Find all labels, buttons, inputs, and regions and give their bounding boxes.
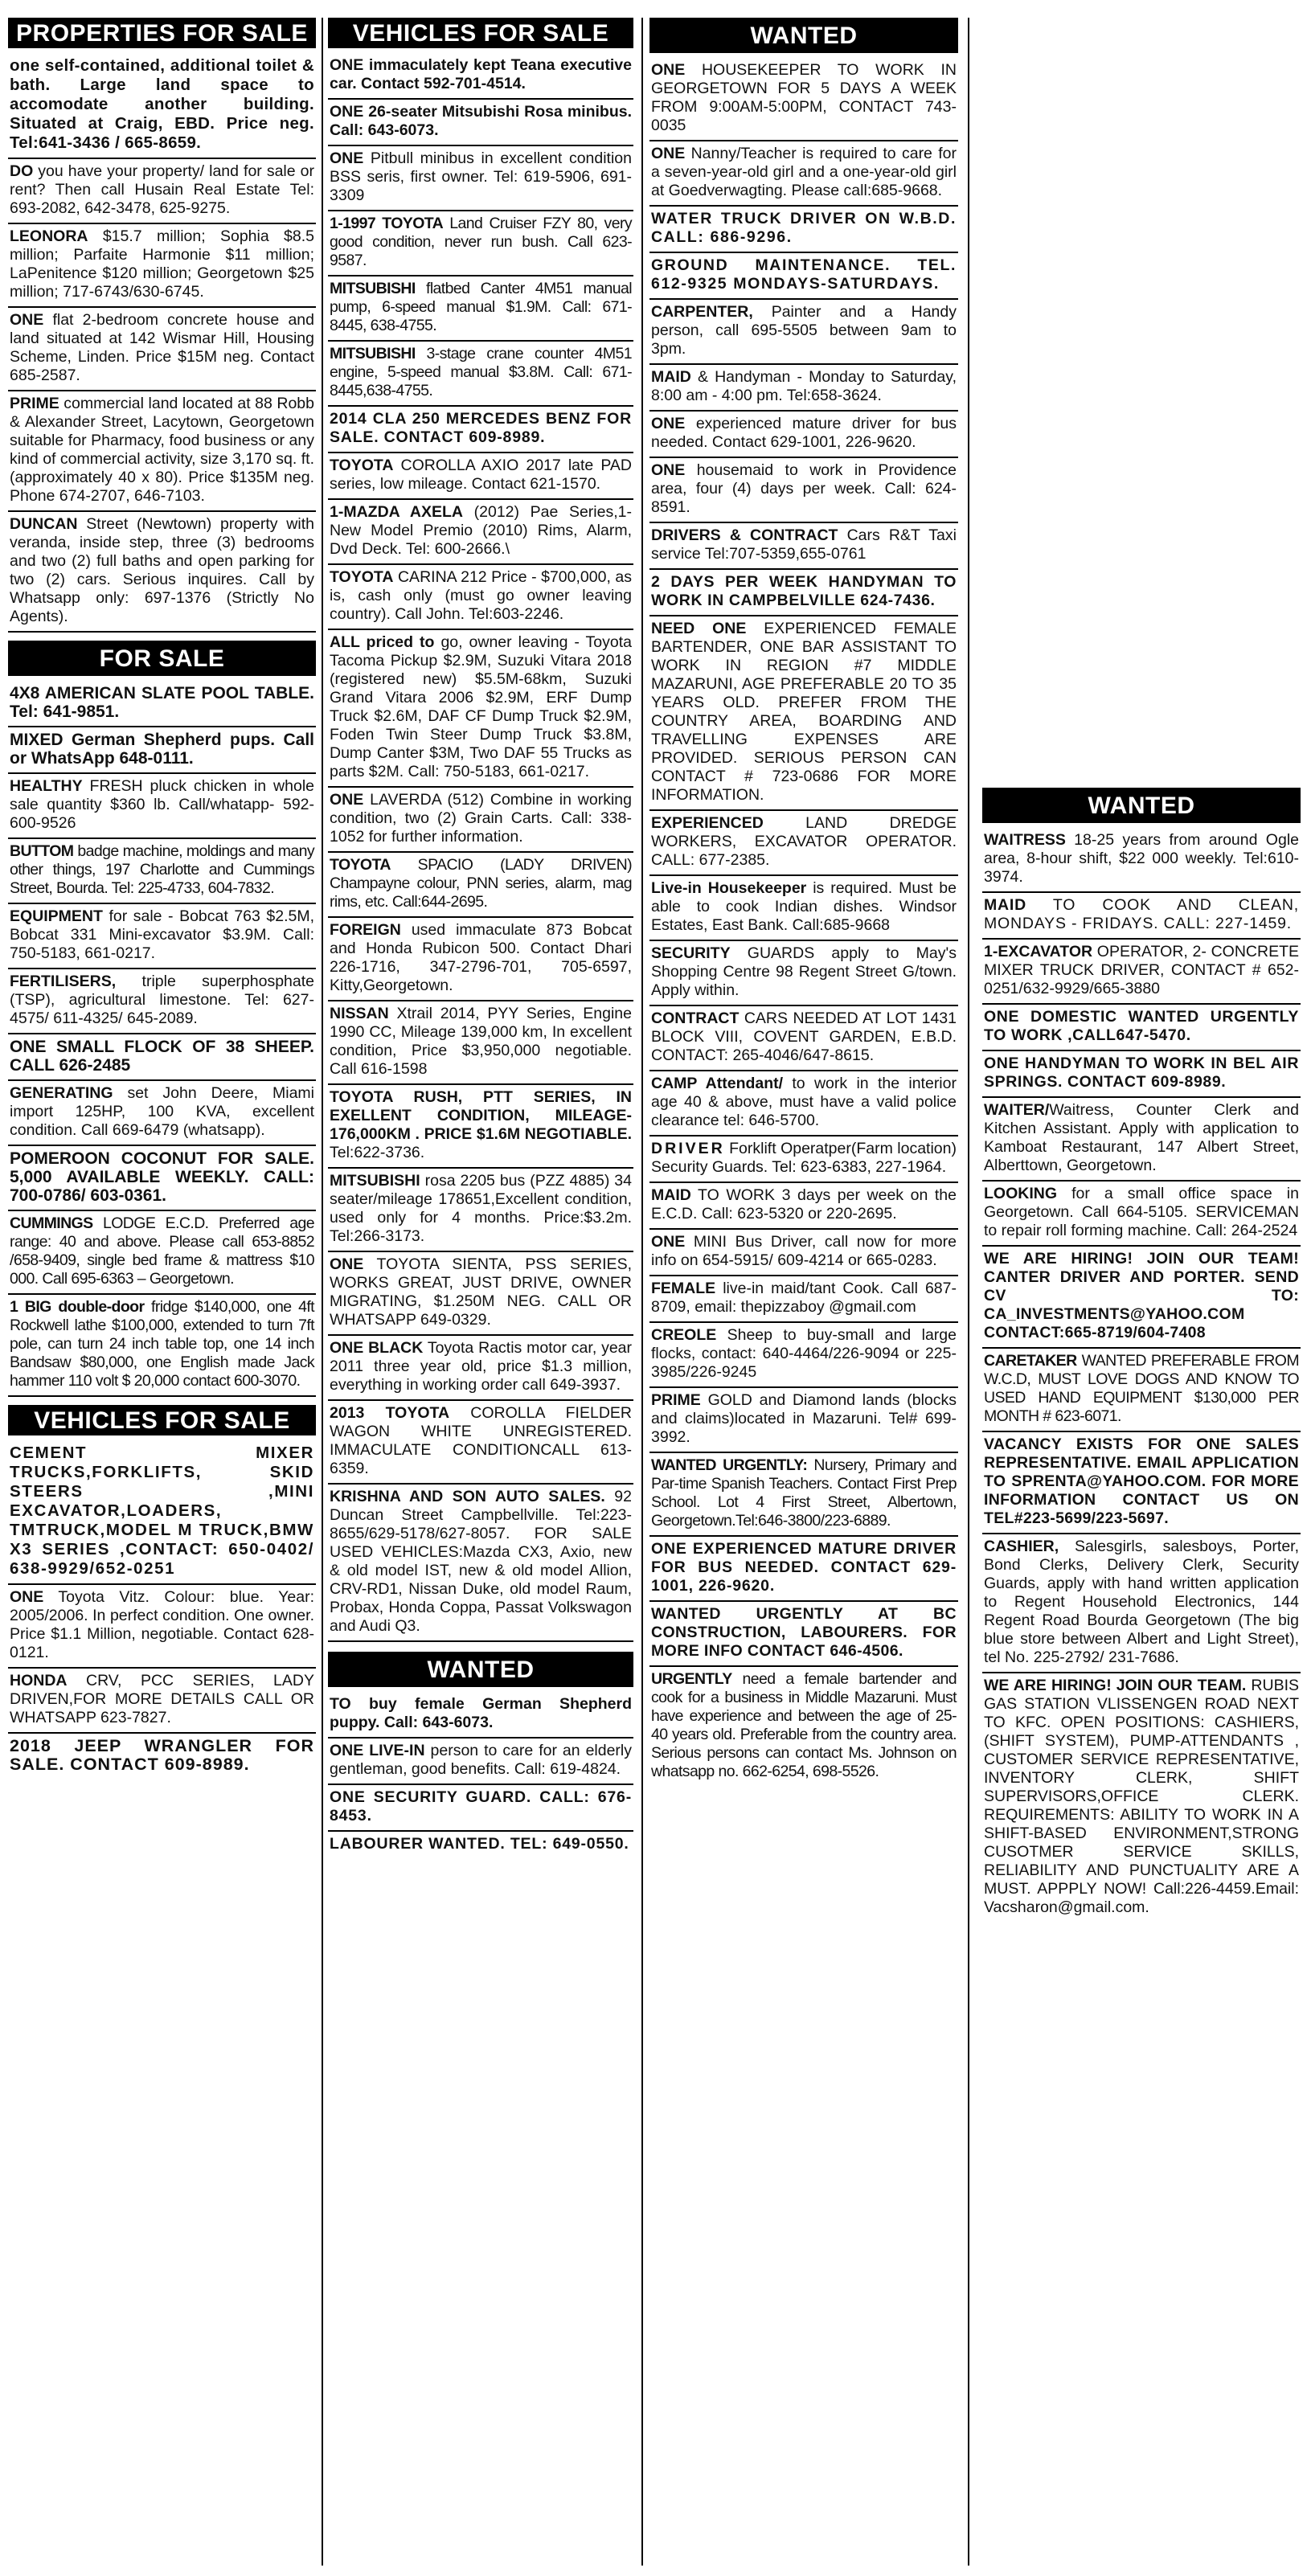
classified-ad: ONE LIVE-IN person to care for an elderly gentleman, good benefits. Call: 619-4824.	[328, 1738, 633, 1785]
classified-ad: MITSUBISHI rosa 2205 bus (PZZ 4885) 34 seater/mileage 178651,Excellent condition, used only for 4 months. Price:$3.2m. Tel:266-3173.	[328, 1169, 633, 1252]
column-rule	[968, 18, 969, 2566]
classified-ad: ONE SMALL FLOCK OF 38 SHEEP. CALL 626-2485	[8, 1034, 316, 1081]
classified-ad: SECURITY GUARDS apply to May's Shopping Centre 98 Regent Street G/town. Apply within.	[649, 941, 958, 1006]
wanted-list	[328, 1692, 633, 1858]
section-header-wanted: WANTED	[982, 788, 1301, 823]
vehicles-list	[8, 1440, 316, 1779]
classified-ad: WATER TRUCK DRIVER ON W.B.D. CALL: 686-9296.	[649, 207, 958, 253]
classified-ad: CUMMINGS LODGE E.C.D. Preferred age range: 40 and above. Please call 653-8852 /658-9409, single bed frame & mattress $10 000. Call 695-6363 – Georgetown.	[8, 1211, 316, 1295]
classified-ad: MIXED German Shepherd pups. Call or WhatsApp 648-0111.	[8, 727, 316, 774]
classified-ad: FERTILISERS, triple superphosphate (TSP), agricultural limestone. Tel: 627-4575/ 611-4325/ 645-2089.	[8, 969, 316, 1034]
section-header-vehicles: VEHICLES FOR SALE	[8, 1405, 316, 1435]
classified-ad: ALL priced to go, owner leaving - Toyota Tacoma Pickup $2.9M, Suzuki Vitara 2018 (registered new) $5.5M-68km, Suzuki Grand Vitara 2006 $2.9M, ERF Dump Truck $2.6M, DAF CF Dump Truck $2.9M, Foden Twin Steer Dump Truck $3.8M, Dump Canter $3M, Two DAF 55 Trucks as parts $2M. Call: 750-5183, 661-0217.	[328, 630, 633, 788]
for-sale-list	[8, 681, 316, 1397]
classified-ad: MAID TO COOK AND CLEAN, MONDAYS - FRIDAYS. CALL: 227-1459.	[982, 893, 1301, 940]
classified-ad: DUNCAN Street (Newtown) property with veranda, inside step, three (3) bedrooms and two (2) full baths and open parking for two (2) cars. Serious inquires. Call by Whatsapp only: 697-1376 (Strictly No Agents).	[8, 512, 316, 633]
classified-ad: ONE Toyota Vitz. Colour: blue. Year: 2005/2006. In perfect condition. One owner. Price $1.1 Million, negotiable. Contact 628-0121.	[8, 1585, 316, 1669]
classified-ad: 2 DAYS PER WEEK HANDYMAN TO WORK IN CAMPBELVILLE 624-7436.	[649, 570, 958, 616]
classified-ad: CEMENT MIXER TRUCKS,FORKLIFTS, SKID STEERS ,MINI EXCAVATOR,LOADERS, TMTRUCK,MODEL M TRUCK,BMW X3 SERIES ,CONTACT: 650-0402/ 638-9929/652-0251	[8, 1440, 316, 1585]
classified-ad: ONE HANDYMAN TO WORK IN BEL AIR SPRINGS. CONTACT 609-8989.	[982, 1051, 1301, 1098]
wanted-list	[982, 828, 1301, 1922]
classified-ad: KRISHNA AND SON AUTO SALES. 92 Duncan Street Campbellville. Tel:223-8655/629-5178/627-8057. FOR SALE USED VEHICLES:Mazda CX3, Axio, new & old model IST, new & old model Allion, CRV-RD1, Nissan Duke, old model Raum, Probax, Honda Coppa, Passat Volkswagon and Audi Q3.	[328, 1485, 633, 1642]
classified-ad: TO buy female German Shepherd puppy. Call: 643-6073.	[328, 1692, 633, 1738]
classified-ad: TOYOTA CARINA 212 Price - $700,000, as is, cash only (must go owner leaving country). Call John. Tel:603-2246.	[328, 565, 633, 630]
classified-ad: GROUND MAINTENANCE. TEL. 612-9325 MONDAYS-SATURDAYS.	[649, 253, 958, 300]
classified-ad: DO you have your property/ land for sale or rent? Then call Husain Real Estate Tel: 693-2082, 642-3478, 625-9275.	[8, 159, 316, 224]
classified-ad: ONE EXPERIENCED MATURE DRIVER FOR BUS NEEDED. CONTACT 629-1001, 226-9620.	[649, 1537, 958, 1602]
column-4	[982, 788, 1301, 1922]
classified-ad: 2018 JEEP WRANGLER FOR SALE. CONTACT 609-8989.	[10, 1736, 314, 1774]
classified-ad: EXPERIENCED LAND DREDGE WORKERS, EXCAVATOR OPERATOR. CALL: 677-2385.	[649, 811, 958, 876]
classified-ad: ONE flat 2-bedroom concrete house and land situated at 142 Wismar Hill, Housing Scheme, Linden. Price $15M neg. Contact 685-2587.	[8, 308, 316, 391]
classified-ad: ONE SECURITY GUARD. CALL: 676-8453.	[328, 1785, 633, 1832]
classified-ad: 2014 CLA 250 MERCEDES BENZ FOR SALE. CONTACT 609-8989.	[328, 407, 633, 453]
section-header-wanted: WANTED	[649, 18, 958, 53]
classified-ad: CARETAKER WANTED PREFERABLE FROM W.C.D, MUST LOVE DOGS AND KNOW TO USED HAND EQUIPMENT $130,000 PER MONTH # 623-6071.	[982, 1349, 1301, 1432]
classified-ad: WANTED URGENTLY AT BC CONSTRUCTION, LABOURERS. FOR MORE INFO CONTACT 646-4506.	[649, 1602, 958, 1667]
classified-ad: ONE HOUSEKEEPER TO WORK IN GEORGETOWN FOR 5 DAYS A WEEK FROM 9:00AM-5:00PM, CONTACT 743-0035	[649, 58, 958, 141]
classified-ad: DRIVERS & CONTRACT Cars R&T Taxi service Tel:707-5359,655-0761	[649, 523, 958, 570]
section-header-wanted: WANTED	[328, 1652, 633, 1687]
classified-ad: EQUIPMENT for sale - Bobcat 763 $2.5M, Bobcat 331 Mini-excavator $3.9M. Call: 750-5183, 661-0217.	[8, 904, 316, 969]
classified-ad: GENERATING set John Deere, Miami import 125HP, 100 KVA, excellent condition. Call 669-6479 (whatsapp).	[8, 1081, 316, 1146]
classified-ad: one self-contained, additional toilet & bath. Large land space to accomodate another building. Situated at Craig, EBD. Price neg. Tel:641-3436 / 665-8659.	[8, 53, 316, 159]
classified-ad: MITSUBISHI 3-stage crane counter 4M51 engine, 5-speed manual $3.8M. Call: 671-8445,638-4755.	[328, 342, 633, 407]
wanted-list	[649, 58, 958, 1786]
column-2	[328, 18, 633, 1858]
classified-ad: ONE 26-seater Mitsubishi Rosa minibus. Call: 643-6073.	[328, 100, 633, 146]
classified-ad: DRIVER Forklift Operatper(Farm location) Security Guards. Tel: 623-6383, 227-1964.	[649, 1136, 958, 1183]
classified-ad: TOYOTA SPACIO (LADY DRIVEN) Champayne colour, PNN series, alarm, mag rims, etc. Call:644-2695.	[328, 853, 633, 918]
section-header-for-sale: FOR SALE	[8, 641, 316, 676]
classified-ad: VACANCY EXISTS FOR ONE SALES REPRESENTATIVE. EMAIL APPLICATION TO SPRENTA@YAHOO.COM. FOR MORE INFORMATION CONTACT US ON TEL#223-5699/223-5697.	[982, 1432, 1301, 1534]
classified-ad: ONE BLACK Toyota Ractis motor car, year 2011 three year old, price $1.3 million, everything in working order call 649-3937.	[328, 1336, 633, 1401]
column-rule	[641, 18, 643, 2566]
classified-ad: ONE Pitbull minibus in excellent condition BSS seris, first owner. Tel: 619-5906, 691-3309	[328, 146, 633, 211]
classified-ad: LABOURER WANTED. TEL: 649-0550.	[330, 1835, 629, 1853]
classified-ad: Live-in Housekeeper is required. Must be able to cook Indian dishes. Windsor Estates, East Bank. Call:685-9668	[649, 876, 958, 941]
classified-ad: 1-1997 TOYOTA Land Cruiser FZY 80, very good condition, never run bush. Call 623-9587.	[328, 211, 633, 276]
classified-ad: 1 BIG double-door fridge $140,000, one 4ft Rockwell lathe $100,000, extended to turn 7ft pole, can turn 24 inch table top, one 14 inch Bandsaw $80,000, one English made Jack hammer 110 volt $ 20,000 contact 600-3070.	[8, 1295, 316, 1397]
classified-ad: 1-EXCAVATOR OPERATOR, 2- CONCRETE MIXER TRUCK DRIVER, CONTACT # 652-0251/632-9929/665-3880	[982, 940, 1301, 1005]
classified-ad: 2013 TOYOTA COROLLA FIELDER WAGON WHITE UNREGISTERED. IMMACULATE CONDITIONCALL 613-6359.	[328, 1401, 633, 1485]
classified-ad: FEMALE live-in maid/tant Cook. Call 687-8709, email: thepizzaboy @gmail.com	[649, 1276, 958, 1323]
classified-ad: CARPENTER, Painter and a Handy person, call 695-5505 between 9am to 3pm.	[649, 300, 958, 365]
classified-ad: BUTTOM badge machine, moldings and many other things, 197 Charlotte and Cummings Street, Bourda. Tel: 225-4733, 604-7832.	[8, 839, 316, 904]
classified-ad: ONE LAVERDA (512) Combine in working condition, two (2) Grain Carts. Call: 338-1052 for further information.	[328, 788, 633, 853]
classified-ad: PRIME commercial land located at 88 Robb & Alexander Street, Lacytown, Georgetown suitable for Pharmacy, food business or any kind of commercial activity, size 3,170 sq. ft. (approximately 40 x 80). Price $135M neg. Phone 674-2707, 646-7103.	[8, 391, 316, 512]
classified-ad: URGENTLY need a female bartender and cook for a business in Middle Mazaruni. Must have experience and between the age of 25-40 years old. Preferable from the country area. Serious persons can contact Ms. Johnson on whatsapp no. 662-6254, 698-5526.	[651, 1670, 957, 1780]
section-header-properties: PROPERTIES FOR SALE	[8, 18, 316, 48]
classified-ad: CAMP Attendant/ to work in the interior age 40 & above, must have a valid police clearance tel: 646-5700.	[649, 1071, 958, 1136]
classified-ad: WAITRESS 18-25 years from around Ogle area, 8-hour shift, $22 000 weekly. Tel:610-3974.	[982, 828, 1301, 893]
classified-ad: HONDA CRV, PCC SERIES, LADY DRIVEN,FOR MORE DETAILS CALL OR WHATSAPP 623-7827.	[8, 1669, 316, 1734]
classified-ad: WE ARE HIRING! JOIN OUR TEAM. RUBIS GAS STATION VLISSENGEN ROAD NEXT TO KFC. OPEN POSITIONS: CASHIERS, (SHIFT SYSTEM), PUMP-ATTENDANTS , CUSTOMER SERVICE REPRESENTATIVE, INVENTORY CLERK, SHIFT SUPERVISORS,OFFICE CLERK. REQUIREMENTS: ABILITY TO WORK IN A SHIFT-BASED ENVIRONMENT,STRONG CUSOTMER SERVICE SKILLS, RELIABILITY AND PUNCTUALITY ARE A MUST. APPPLY NOW! Call:226-4459.Email: Vacsharon@gmail.com.	[984, 1677, 1300, 1916]
classified-ad: POMEROON COCONUT FOR SALE. 5,000 AVAILABLE WEEKLY. CALL: 700-0786/ 603-0361.	[8, 1146, 316, 1211]
section-header-vehicles: VEHICLES FOR SALE	[328, 18, 633, 48]
classified-ad: 1-MAZDA AXELA (2012) Pae Series,1- New Model Premio (2010) Rims, Alarm, Dvd Deck. Tel: 600-2666.\	[328, 500, 633, 565]
classified-ad: MITSUBISHI flatbed Canter 4M51 manual pump, 6-speed manual $1.9M. Call: 671-8445, 638-4755.	[328, 276, 633, 342]
classified-ad: TOYOTA COROLLA AXIO 2017 late PAD series, low mileage. Contact 621-1570.	[328, 453, 633, 500]
classified-ad: TOYOTA RUSH, PTT SERIES, IN EXELLENT CONDITION, MILEAGE-176,000KM . PRICE $1.6M NEGOTIABLE. Tel:622-3736.	[328, 1085, 633, 1169]
classified-ad: ONE DOMESTIC WANTED URGENTLY TO WORK ,CALL647-5470.	[982, 1005, 1301, 1051]
classified-ad: ONE TOYOTA SIENTA, PSS SERIES, WORKS GREAT, JUST DRIVE, OWNER MIGRATING, $1.250M NEG. CALL OR WHATSAPP 649-0329.	[328, 1252, 633, 1336]
vehicles-list	[328, 53, 633, 1642]
classified-ad: CONTRACT CARS NEEDED AT LOT 1431 BLOCK VIII, COVENT GARDEN, E.B.D. CONTACT: 265-4046/647-8615.	[649, 1006, 958, 1071]
classified-ad: LEONORA $15.7 million; Sophia $8.5 million; Parfaite Harmonie $11 million; LaPenitence $120 million; Georgetown $25 million; 717-6743/630-6745.	[8, 224, 316, 308]
classified-ad: ONE immaculately kept Teana executive car. Contact 592-701-4514.	[328, 53, 633, 100]
classified-ad: 4X8 AMERICAN SLATE POOL TABLE. Tel: 641-9851.	[8, 681, 316, 727]
classified-ad: NEED ONE EXPERIENCED FEMALE BARTENDER, ONE BAR ASSISTANT TO WORK IN REGION #7 MIDDLE MAZARUNI, AGE PREFERABLE 20 TO 35 YEARS OLD. PREFER FROM THE COUNTRY AREA, BOARDING AND TRAVELLING EXPENSES ARE PROVIDED. SERIOUS PERSON CAN CONTACT # 723-0686 FOR MORE INFORMATION.	[649, 616, 958, 811]
column-1	[8, 18, 316, 1779]
column-3	[649, 18, 958, 1786]
classified-ad: HEALTHY FRESH pluck chicken in whole sale quantity $360 lb. Call/whatapp- 592-600-9526	[8, 774, 316, 839]
classified-ad: FOREIGN used immaculate 873 Bobcat and Honda Rubicon 500. Contact Dhari 226-1716, 347-2796-701, 705-6597, Kitty,Georgetown.	[328, 918, 633, 1001]
classified-ad: ONE MINI Bus Driver, call now for more info on 654-5915/ 609-4214 or 665-0283.	[649, 1230, 958, 1276]
column-rule	[322, 18, 323, 2566]
classified-ad: WE ARE HIRING! JOIN OUR TEAM! CANTER DRIVER AND PORTER. SEND CV TO: CA_INVESTMENTS@YAHOO.COM CONTACT:665-8719/604-7408	[982, 1247, 1301, 1349]
classified-ad: ONE Nanny/Teacher is required to care for a seven-year-old girl and a one-year-old girl at Goedverwagting. Please call:685-9668.	[649, 141, 958, 207]
classified-ad: MAID & Handyman - Monday to Saturday, 8:00 am - 4:00 pm. Tel:658-3624.	[649, 365, 958, 412]
classified-ad: CREOLE Sheep to buy-small and large flocks, contact: 640-4464/226-9094 or 225-3985/226-9245	[649, 1323, 958, 1388]
classified-ad: NISSAN Xtrail 2014, PYY Series, Engine 1990 CC, Mileage 139,000 km, In excellent condition, Price $3,950,000 negotiable. Call 616-1598	[328, 1001, 633, 1085]
classified-ad: LOOKING for a small office space in Georgetown. Call 664-5105. SERVICEMAN to repair roll forming machine. Call: 264-2524	[982, 1182, 1301, 1247]
classified-ad: ONE experienced mature driver for bus needed. Contact 629-1001, 226-9620.	[649, 412, 958, 458]
classified-ad: ONE housemaid to work in Providence area, four (4) days per week. Call: 624-8591.	[649, 458, 958, 523]
classified-ad: MAID TO WORK 3 days per week on the E.C.D. Call: 623-5320 or 220-2695.	[649, 1183, 958, 1230]
classified-ad: WAITER/Waitress, Counter Clerk and Kitchen Assistant. Apply with application to Kamboat Restaurant, 147 Albert Street, Alberttown, Georgetown.	[982, 1098, 1301, 1182]
classified-ad: WANTED URGENTLY: Nursery, Primary and Par-time Spanish Teachers. Contact First Prep School. Lot 4 First Street, Albertown, Georgetown.Tel:646-3800/223-6889.	[649, 1453, 958, 1537]
classified-ad: CASHIER, Salesgirls, salesboys, Porter, Bond Clerks, Delivery Clerk, Security Guards, apply with hand written application to Regent Household Electronics, 144 Regent Road Bourda Georgetown (The big blue store between Albert and Light Street), tel No. 225-2792/ 231-7686.	[982, 1534, 1301, 1673]
properties-list	[8, 53, 316, 633]
classified-ad: PRIME GOLD and Diamond lands (blocks and claims)located in Mazaruni. Tel# 699-3992.	[649, 1388, 958, 1453]
